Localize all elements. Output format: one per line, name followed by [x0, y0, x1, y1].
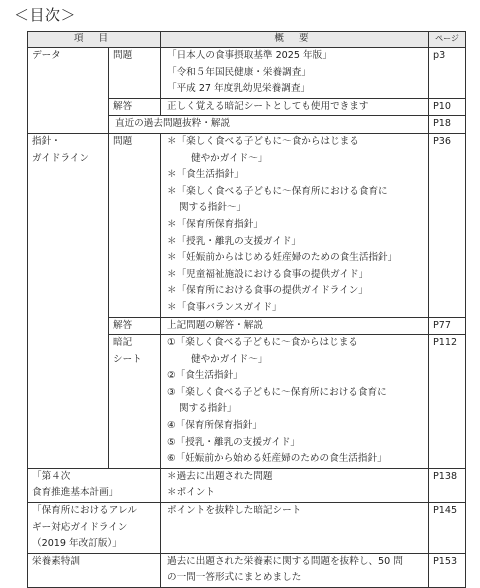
list-item: ⑥「妊娠前から始める妊産婦のための食生活指針」 — [167, 453, 387, 465]
sub-label-sheet: 暗記 シート — [109, 335, 161, 469]
header-page: ページ — [429, 32, 466, 48]
list-item-cont: 関する指針」 — [179, 403, 237, 415]
list-item: ⑤「授乳・離乳の支援ガイド」 — [167, 436, 301, 448]
table-row — [28, 48, 466, 99]
sub-label: 問題 — [109, 48, 161, 99]
description: ＊過去に出題された問題 ＊ポイント — [161, 468, 429, 502]
category-nutrients: 栄養素特訓 — [28, 553, 161, 587]
list-item: ＊「保育所における食事の提供ガイドライン」 — [167, 285, 368, 297]
list-item: 「令和５年国民健康・栄養調査」 — [167, 66, 311, 78]
list-item: ④「保育所保育指針」 — [167, 420, 262, 432]
list-item: 「日本人の食事摂取基準 2025 年版」 — [167, 50, 332, 61]
page-number: P112 — [429, 335, 466, 469]
toc-title: ＜目次＞ — [14, 6, 77, 24]
sheet-items — [161, 335, 429, 469]
description: 正しく覚える暗記シートとしても使用できます — [161, 98, 429, 116]
list-item: ＊「食事バランスガイド」 — [167, 301, 282, 313]
header-item: 項 目 — [28, 32, 161, 48]
header-summary: 概 要 — [161, 32, 429, 48]
list-item-cont: 関する指針〜」 — [179, 202, 247, 214]
list-item: ①「楽しく食べる子どもに〜食からはじまる — [167, 337, 358, 349]
page-number: P138 — [429, 468, 466, 502]
page-number: P18 — [429, 116, 466, 134]
page-number: P10 — [429, 98, 466, 116]
sub-label: 問題 — [109, 133, 161, 317]
description: 上記問題の解答・解説 — [161, 317, 429, 335]
sub-label: 解答 — [109, 317, 161, 335]
category-guidelines: 指針・ ガイドライン — [28, 133, 109, 468]
list-item: ＊「保育所保育指針」 — [167, 218, 263, 230]
list-item: ＊「妊娠前からはじめる妊産婦のための食生活指針」 — [167, 252, 398, 264]
table-row — [28, 553, 466, 587]
page-number: P77 — [429, 317, 466, 335]
list-item-cont: 健やかガイド〜」 — [191, 152, 268, 164]
list-item: ＊「楽しく食べる子どもに〜保育所における食育に — [167, 185, 388, 197]
table-row — [28, 133, 466, 317]
list-item: ＊「児童福祉施設における食事の提供ガイド」 — [167, 268, 369, 280]
category-data: データ — [28, 48, 109, 134]
list-item: ＊「楽しく食べる子どもに〜食からはじまる — [167, 135, 359, 147]
guideline-questions — [161, 133, 429, 317]
list-item: 「平成 27 年度乳幼児栄養調査」 — [167, 83, 311, 95]
page-number: P153 — [429, 553, 466, 587]
page-number: p3 — [429, 48, 466, 99]
description: ポイントを抜粋した暗記シート — [161, 503, 429, 554]
description: 直近の過去問題抜粋・解説 — [109, 116, 429, 134]
list-item: ②「食生活指針」 — [167, 370, 243, 382]
data-questions — [161, 48, 429, 99]
page-number: P36 — [429, 133, 466, 317]
table-row — [28, 503, 466, 554]
list-item-cont: 健やかガイド〜」 — [191, 353, 268, 365]
list-item: ＊「授乳・離乳の支援ガイド」 — [167, 235, 302, 247]
description: 過去に出題された栄養素に関する問題を抜粋し、50 問 の一問一答形式にまとめました — [161, 553, 429, 587]
header-row — [28, 32, 466, 48]
category-allergy: 「保育所におけるアレル ギー対応ガイドライン （2019 年改訂版）」 — [28, 503, 161, 554]
table-row — [28, 468, 466, 502]
list-item: ③「楽しく食べる子どもに〜保育所における食育に — [167, 386, 387, 398]
sub-label: 解答 — [109, 98, 161, 116]
category-shokuiku: 「第４次 食育推進基本計画」 — [28, 468, 161, 502]
list-item: ＊「食生活指針」 — [167, 169, 244, 181]
toc-table — [27, 31, 466, 588]
page-number: P145 — [429, 503, 466, 554]
